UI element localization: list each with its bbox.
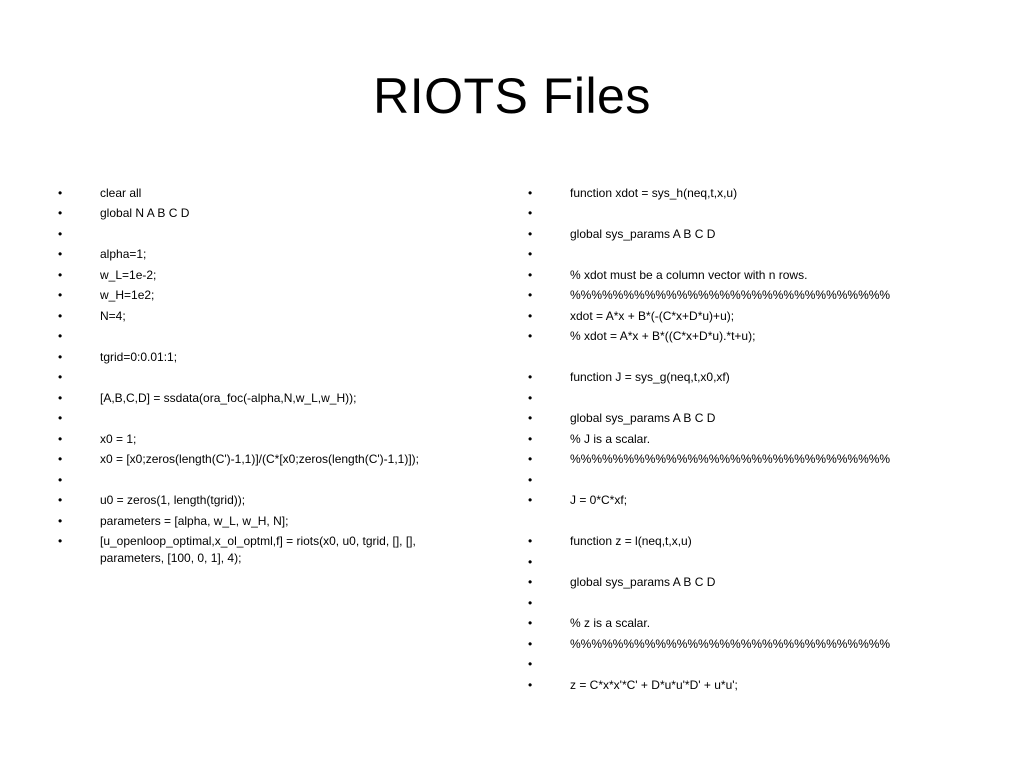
code-line [528, 409, 968, 430]
code-line [528, 655, 968, 676]
bullet-icon: • [528, 206, 533, 220]
code-line [528, 224, 968, 245]
code-line [58, 347, 478, 368]
code-line-text: clear all [100, 185, 142, 200]
code-line-text: % z is a scalar. [570, 616, 651, 631]
bullet-icon: • [58, 431, 63, 446]
code-line [528, 511, 968, 532]
bullet-icon: • [528, 554, 533, 569]
code-line [58, 204, 478, 225]
code-line-text: global N A B C D [100, 206, 190, 221]
code-line-text: [A,B,C,D] = ssdata(ora_foc(-alpha,N,w_L,w_H)); [100, 390, 357, 405]
code-line [528, 634, 968, 655]
bullet-icon: • [58, 308, 63, 323]
bullet-icon: • [528, 534, 533, 548]
code-line-text: function xdot = sys_h(neq,t,x,u) [570, 185, 738, 200]
code-line-text: %%%%%%%%%%%%%%%%%%%%%%%%%%%%%% [570, 288, 891, 303]
code-line [528, 245, 968, 266]
bullet-icon: • [528, 329, 533, 343]
left-code-list [58, 183, 478, 567]
code-line [528, 491, 968, 512]
code-line [528, 470, 968, 491]
code-line [58, 532, 478, 568]
code-line-text: alpha=1; [100, 247, 147, 262]
bullet-icon: • [528, 185, 533, 200]
code-line-text: % J is a scalar. [570, 431, 651, 446]
code-line [528, 675, 968, 696]
code-line [58, 306, 478, 327]
bullet-icon: • [58, 267, 63, 282]
code-line-text: %%%%%%%%%%%%%%%%%%%%%%%%%%%%%% [570, 452, 891, 467]
bullet-icon: • [528, 636, 533, 651]
code-line-text: % xdot = A*x + B*((C*x+D*u).*t+u); [570, 329, 756, 344]
bullet-icon: • [528, 247, 533, 261]
code-line [528, 388, 968, 409]
bullet-icon: • [528, 575, 533, 589]
code-line [58, 429, 478, 450]
code-line [528, 552, 968, 573]
bullet-icon: • [58, 185, 63, 200]
bullet-icon: • [528, 267, 533, 282]
code-line-text: J = 0*C*xf; [570, 493, 628, 508]
slide-title: RIOTS Files [373, 68, 651, 124]
code-line [58, 286, 478, 307]
code-line-text: function z = l(neq,t,x,u) [570, 534, 692, 549]
code-line [528, 306, 968, 327]
bullet-icon: • [58, 206, 63, 220]
bullet-icon: • [58, 390, 63, 405]
code-line-text: x0 = [x0;zeros(length(C')-1,1)]/(C*[x0;zeros(length(C')-1,1)]); [100, 452, 420, 467]
code-line [58, 245, 478, 266]
code-line-text: x0 = 1; [100, 431, 137, 446]
bullet-icon: • [528, 226, 533, 241]
bullet-icon: • [58, 411, 63, 425]
bullet-icon: • [528, 452, 533, 466]
code-line [528, 573, 968, 594]
code-line-text: N=4; [100, 308, 126, 323]
bullet-icon: • [58, 513, 63, 528]
code-line-text: u0 = zeros(1, length(tgrid)); [100, 493, 246, 508]
code-line [528, 593, 968, 614]
bullet-icon: • [528, 288, 533, 302]
code-line [58, 470, 478, 491]
bullet-icon: • [528, 390, 533, 405]
code-line-text: % xdot must be a column vector with n rows. [570, 267, 808, 282]
bullet-icon: • [58, 349, 63, 364]
bullet-icon: • [58, 472, 63, 487]
code-line-text: global sys_params A B C D [570, 411, 716, 426]
bullet-icon: • [528, 370, 533, 384]
code-line [528, 327, 968, 348]
bullet-icon: • [528, 308, 533, 323]
code-line [528, 368, 968, 389]
code-line [58, 388, 478, 409]
code-line [528, 347, 968, 368]
code-line-text: global sys_params A B C D [570, 575, 716, 590]
bullet-icon: • [58, 288, 63, 302]
bullet-icon: • [58, 493, 63, 507]
code-line-text: [u_openloop_optimal,x_ol_optml,f] = riots(x0, u0, tgrid, [], [], parameters, [100, 0, 1], 4); [100, 534, 420, 566]
bullet-icon: • [528, 616, 533, 630]
bullet-icon: • [528, 493, 533, 507]
code-line [528, 265, 968, 286]
code-line-text: xdot = A*x + B*(-(C*x+D*u)+u); [570, 308, 735, 323]
bullet-icon: • [528, 657, 533, 671]
code-line [58, 224, 478, 245]
bullet-icon: • [528, 431, 533, 446]
code-line [58, 409, 478, 430]
code-line [528, 429, 968, 450]
bullet-icon: • [58, 534, 63, 548]
bullet-icon: • [528, 595, 533, 610]
code-line [58, 327, 478, 348]
code-line [58, 368, 478, 389]
bullet-icon: • [58, 370, 63, 384]
code-line [528, 286, 968, 307]
code-line [58, 450, 478, 471]
code-line [528, 614, 968, 635]
right-code-list [528, 183, 968, 696]
bullet-icon: • [58, 247, 63, 261]
code-line [528, 183, 968, 204]
code-line-text: w_H=1e2; [100, 288, 155, 303]
bullet-icon: • [528, 677, 533, 692]
code-line-text: z = C*x*x'*C' + D*u*u'*D' + u*u'; [570, 677, 738, 692]
code-line [528, 532, 968, 553]
bullet-icon: • [58, 329, 63, 343]
code-line [528, 204, 968, 225]
bullet-icon: • [58, 452, 63, 466]
code-line-text: parameters = [alpha, w_L, w_H, N]; [100, 513, 289, 528]
bullet-icon: • [528, 472, 533, 487]
code-line-text: tgrid=0:0.01:1; [100, 349, 178, 364]
code-line [58, 491, 478, 512]
code-line [58, 183, 478, 204]
code-line-text: global sys_params A B C D [570, 226, 716, 241]
code-line-text: %%%%%%%%%%%%%%%%%%%%%%%%%%%%%% [570, 636, 891, 651]
code-line [58, 511, 478, 532]
bullet-icon: • [58, 226, 63, 241]
code-line [58, 265, 478, 286]
code-line-text: function J = sys_g(neq,t,x0,xf) [570, 370, 730, 385]
bullet-icon: • [528, 411, 533, 425]
code-line-text: w_L=1e-2; [100, 267, 157, 282]
code-line [528, 450, 968, 471]
